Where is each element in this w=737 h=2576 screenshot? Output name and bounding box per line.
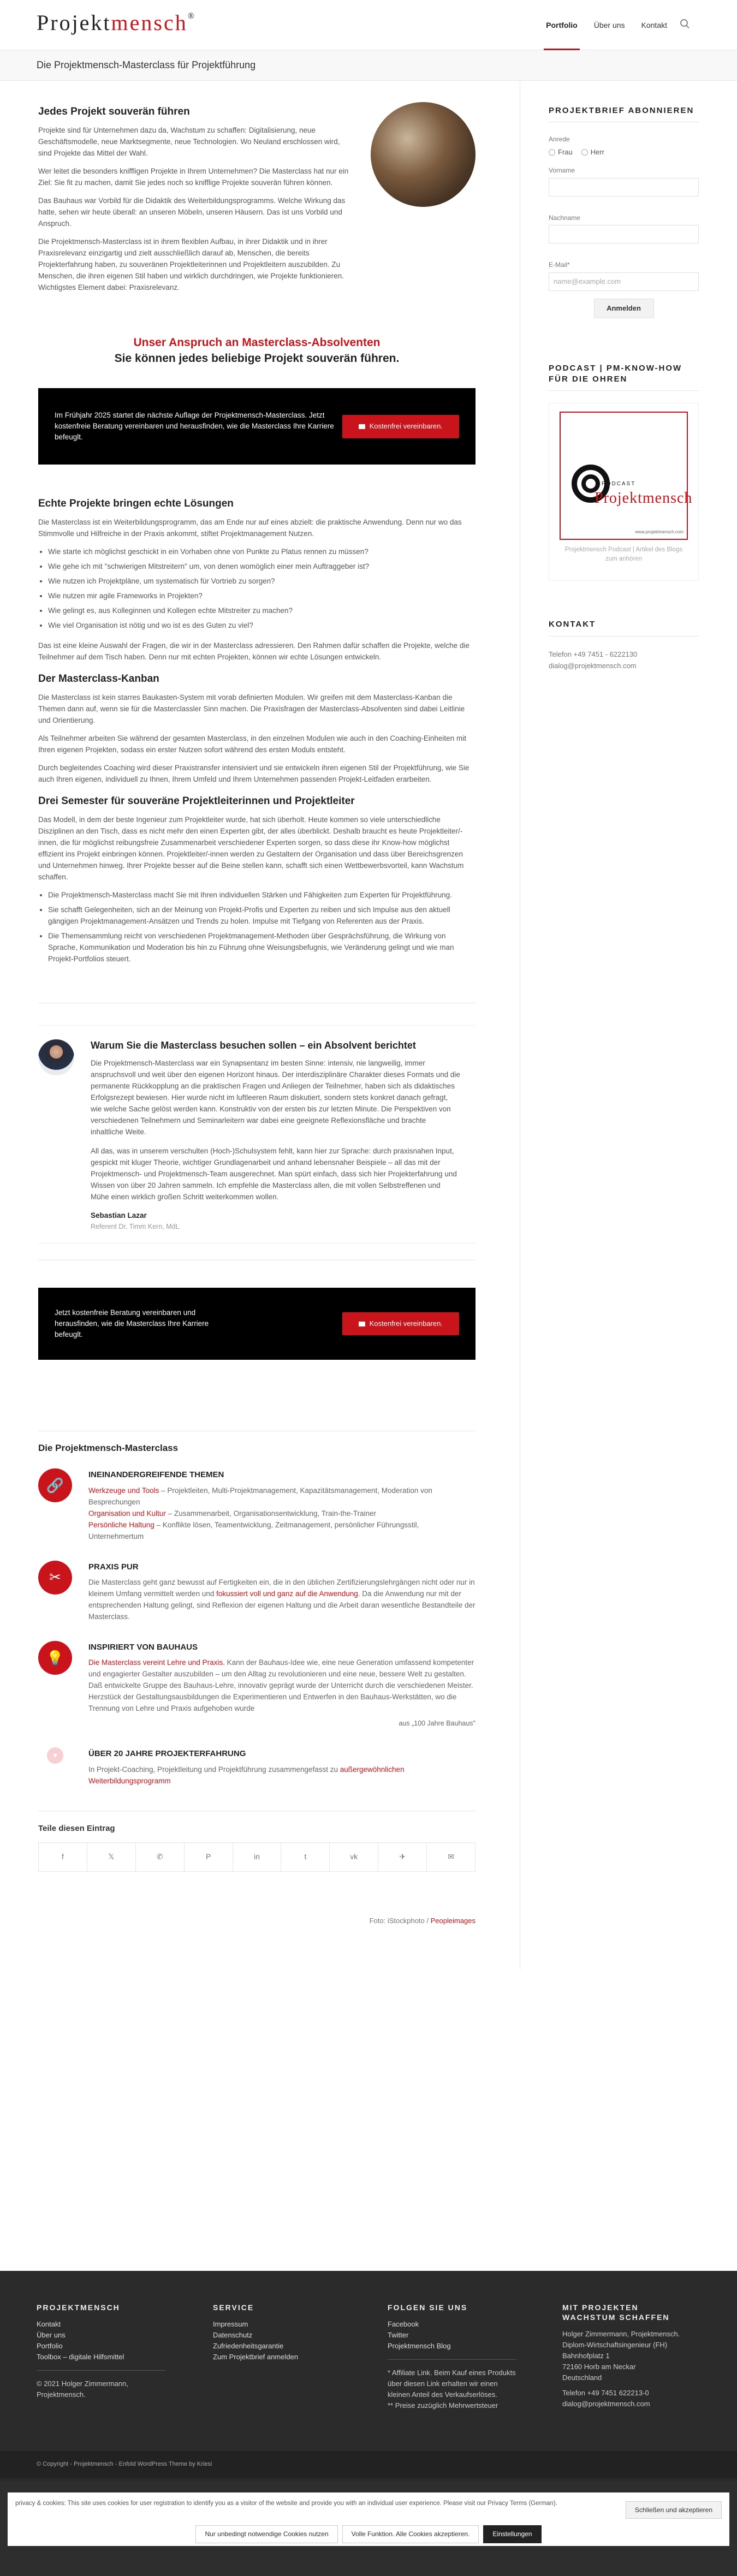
footer-link[interactable]: Portfolio [37, 2342, 63, 2351]
footer-address-line: Telefon +49 7451 622213-0 [562, 2389, 649, 2397]
footer-link[interactable]: Impressum [213, 2320, 248, 2329]
feature-highlight: Die Masterclass vereint Lehre und Praxis. [88, 1658, 225, 1667]
list-item: • Wie viel Organisation ist nötig und wo ist es des Guten zu viel? [48, 620, 476, 631]
footer-link[interactable]: Kontakt [37, 2320, 61, 2329]
share-bar [38, 1842, 476, 1872]
main-nav [530, 0, 689, 50]
content-wrap [0, 81, 737, 1970]
footer-heading: MIT PROJEKTEN WACHSTUM SCHAFFEN [562, 2303, 670, 2322]
cookie-text: privacy & cookies: This site uses cookies for user registration to identify you as a visitor of the website and provide you with an individual user experience. Please visit our Privacy Terms (German). [15, 2500, 557, 2507]
radio-circle-icon [581, 149, 588, 156]
widget-title: PROJEKTBRIEF ABONNIEREN [549, 105, 699, 122]
feature-experience [38, 1747, 476, 1786]
feature-practice [38, 1561, 476, 1622]
feature-title: INSPIRIERT VON BAUHAUS [88, 1642, 198, 1652]
quote-source: aus „100 Jahre Bauhaus" [399, 1720, 476, 1728]
feature-detail: In Projekt-Coaching, Projektleitung und Projektführung zusammengefasst zu [88, 1765, 340, 1774]
feature-text [88, 1576, 476, 1622]
feature-detail: – Konflikte lösen, Teamentwicklung, Zeitmanagement, persönlicher Führungsstil, Unternehmertum [88, 1520, 419, 1540]
newsletter-widget [549, 105, 699, 318]
feature-highlight: fokussiert voll und ganz auf die Anwendung [216, 1589, 358, 1598]
logo-mark: ® [187, 11, 196, 21]
site-header [0, 0, 737, 50]
radio-label: Frau [558, 147, 573, 156]
tumblr-share-icon[interactable]: t [281, 1843, 330, 1871]
podcast-cover-brand: Projektmensch [595, 490, 693, 507]
photo-credit-link[interactable]: Peopleimages [430, 1916, 476, 1925]
cookie-banner [0, 2482, 737, 2576]
field-label: Anrede [549, 135, 570, 144]
podcast-widget [549, 363, 699, 581]
testimonial [38, 1025, 476, 1244]
footer-copy: © 2021 Holger Zimmermann, Projektmensch. [37, 2379, 128, 2399]
feature-bauhaus [38, 1641, 476, 1729]
section-heading: Echte Projekte bringen echte Lösungen [38, 498, 234, 510]
intro-heading: Jedes Projekt souverän führen [38, 106, 190, 117]
site-logo[interactable] [37, 12, 196, 34]
salutation-radio-group [549, 147, 699, 158]
lightbulb-icon: 💡 [38, 1641, 72, 1675]
testimonial-paragraph: All das, was in unserem verschulten (Hoch-)Schulsystem fehlt, kann hier zur Sprache: durch praxisnahen Input, gespickt mit kluger Theorie, wichtiger Grundlagenarbeit und anhand lebensnaher Beispiele – all das mit der Projektmensch- und Projektmensch-Team ausgerechnet. Man spürt einfach, dass sich hier Projekterfahrung und Wissen von über 20 Jahren sammeln. Ich empfehle die Masterclass allen, die mit vollen Selbstreffenen und Mühe einen wirklich großen Schritt weiterkommen wollen. [91, 1146, 457, 1201]
testimonial-role: Referent Dr. Timm Kern, MdL [91, 1222, 180, 1230]
feature-text [88, 1485, 476, 1542]
main-content [0, 81, 520, 1970]
testimonial-name: Sebastian Lazar [91, 1211, 147, 1219]
paragraph: Das ist eine kleine Auswahl der Fragen, die wir in der Masterclass adressieren. Den Rahmen dafür schaffen die Projekte, welche die Teilnehmer auf dem Tisch haben. Denn nur mit echten Projekten, können wir echte Lösungen entwickeln. [38, 641, 469, 662]
cookie-settings-button[interactable]: Einstellungen [483, 2525, 541, 2543]
claim-line1: Unser Anspruch an Masterclass-Absolventen [133, 336, 381, 349]
intro-paragraph: Das Bauhaus war Vorbild für die Didaktik des Weiterbildungsprogramms. Welche Wirkung das hatte, sehen wir heute überall: an unseren Möbeln, unseren Häusern. Das ist uns Vorbild und Anspruch. [38, 196, 346, 228]
paragraph: Als Teilnehmer arbeiten Sie während der gesamten Masterclass, in den einzelnen Modulen wie auch in den Coaching-Einheiten mit Ihren eigenen Projekten, sodass ein erster Nutzen sofort während des ersten Moduls entsteht. [38, 734, 466, 754]
paragraph: Die Masterclass ist ein Weiterbildungsprogramm, das am Ende nur auf eines abzielt: die praktische Anwendung. Denn nur wo das Stimmvolle und Hilfreiche in der Praxis ankommt, stiftet Projektmanagement Nutzen. [38, 518, 462, 538]
feature-detail: – Zusammenarbeit, Organisationsentwicklung, Train-the-Trainer [165, 1509, 377, 1518]
section-heading: Der Masterclass-Kanban [38, 673, 159, 685]
footer-link[interactable]: Über uns [37, 2331, 66, 2340]
feature-text [88, 1657, 476, 1714]
cta-box [38, 388, 476, 465]
widget-title: PODCAST | PM-KNOW-HOW FÜR DIE OHREN [549, 363, 699, 391]
claim-line2: Sie können jedes beliebige Projekt souverän führen. [114, 352, 400, 365]
nav-item-portfolio[interactable]: Portfolio [546, 0, 578, 50]
consultation-button-label: Kostenfrei vereinbaren. [369, 1319, 443, 1328]
photo-credit [38, 1915, 476, 1926]
field-label: E-Mail* [549, 261, 570, 269]
list-item: • Die Projektmensch-Masterclass macht Sie mit Ihren individuellen Stärken und Fähigkeiten zum Experten für Projektführung. [48, 889, 476, 901]
podcast-card[interactable] [549, 403, 699, 581]
footer-address-line: Holger Zimmermann, Projektmensch. [562, 2330, 680, 2339]
list-item: • Wie gehe ich mit "schwierigen Mitstreitern" um, von denen womöglich einer mein Auftraggeber ist? [48, 561, 476, 572]
testimonial-heading: Warum Sie die Masterclass besuchen sollen – ein Absolvent berichtet [91, 1039, 416, 1051]
feature-title: ÜBER 20 JAHRE PROJEKTERFAHRUNG [88, 1749, 246, 1759]
pinterest-share-icon[interactable]: P [185, 1843, 233, 1871]
telegram-share-icon[interactable]: ✈ [378, 1843, 427, 1871]
copyright-bar: © Copyright - Projektmensch - Enfold WordPress Theme by Kriesi [0, 2451, 737, 2478]
cookie-essential-button[interactable]: Nur unbedingt notwendige Cookies nutzen [195, 2525, 337, 2543]
testimonial-paragraph: Die Projektmensch-Masterclass war ein Synapsentanz im besten Sinne: intensiv, nie langweilig, immer anspruchsvoll und weit über den eigenen Horizont hinaus. Der interdisziplinäre Charakter dieses Formats und die permanente Rückkopplung an die praktischen Fragen und Anliegen der Teilnehmer, haben sich als didaktisches Erfolgsrezept bewiesen. Hier wurde nicht im luftleeren Raum diskutiert, sondern stets konkret danach gefragt, wie welche Sache gelöst werden kann. Konstruktiv von der ersten bis zur letzten Minute. Die Perspektiven von verschiedenen Teilnehmern und Seminarleitern war dabei eine geeignete Reflexionsfläche und brachte inhaltliche Weite. [91, 1058, 460, 1136]
logo-part1: Projekt [37, 10, 111, 35]
x-share-icon[interactable]: 𝕏 [87, 1843, 136, 1871]
footer-email[interactable]: dialog@projektmensch.com [562, 2400, 650, 2408]
footer-link[interactable]: Datenschutz [213, 2331, 253, 2340]
radio-herr[interactable] [581, 147, 604, 158]
feature-link[interactable]: Organisation und Kultur [88, 1509, 166, 1518]
footer-column [213, 2303, 344, 2363]
facebook-share-icon[interactable]: f [39, 1843, 87, 1871]
cookie-options [8, 2525, 729, 2543]
cookie-panel [8, 2492, 729, 2546]
feature-title: INEINANDERGREIFENDE THEMEN [88, 1470, 224, 1480]
footer-address-line: Deutschland [562, 2373, 602, 2382]
cookie-accept-button[interactable]: Schließen und akzeptieren [626, 2501, 722, 2519]
paragraph: Durch begleitendes Coaching wird dieser Praxistransfer intensiviert und sie entwickeln ihren eigenen Stil der Projektführung, wie Sie auch Ihren eigenen, individuell zu Ihnen, Ihrem Umfeld und Ihrem Unternehmen passenden Projekt-Leitfaden erarbeiten. [38, 763, 469, 783]
heart-icon: ♥ [47, 1747, 63, 1764]
intro-paragraph: Die Projektmensch-Masterclass ist in ihrem flexiblen Aufbau, in ihrer Didaktik und in ihrer Praxisrelevanz einzigartig und zielt ausschließlich darauf ab, Menschen, die bereits Projekterfahrung haben, zu souveränen Projektleiterinnen und Projektleitern auszubilden. Zu Menschen, die ihren eigenen Stil haben und wirklich durchdringen, wie Projekte funktionieren. Wichtigstes Element dabei: Praxisrelevanz. [38, 237, 344, 291]
feature-title: PRAXIS PUR [88, 1562, 139, 1572]
claim [38, 335, 476, 367]
footer-note: * Affiliate Link. Beim Kauf eines Produkts über diesen Link erhalten wir einen kleinen Anteil des Verkaufserlöses. [388, 2369, 516, 2399]
intro-photo [371, 102, 476, 207]
logo-part2: mensch [111, 10, 188, 35]
radio-label: Herr [590, 147, 605, 156]
cookie-accept-all-button[interactable]: Volle Funktion. Alle Cookies akzeptieren. [342, 2525, 479, 2543]
footer-link[interactable]: Zufriedenheitsgarantie [213, 2342, 284, 2351]
list-item: • Wie nutzen ich Projektpläne, um systematisch für Vortrieb zu sorgen? [48, 575, 476, 587]
feature-themes [38, 1468, 476, 1542]
photo-credit-label: Foto: iStockphoto / [369, 1916, 431, 1925]
cta-text: Im Frühjahr 2025 startet die nächste Auflage der Projektmensch-Masterclass. Jetzt kostenfreie Beratung vereinbaren und herausfinden, wie die Masterclass Ihre Karriere befeuglt. [55, 411, 334, 442]
nav-item-ueber-uns[interactable]: Über uns [593, 21, 625, 29]
paragraph: Das Modell, in dem der beste Ingenieur zum Projektleiter wurde, hat sich überholt. Heute kommen so viele unterschiedliche Disziplinen an den Tisch, dass es nicht mehr den einen Experten gibt, der alles überblickt. Deshalb braucht es heute Projektleiter/-innen, die für möglichst reibungsfreie Zusammenarbeit verschiedener Experten sorgen, so dass diese ihr Know-how möglichst effizient ins Projekt einbringen können. Projektleiter/-innen werden zu Gestaltern der Organisation und dass über Bereichsgrenzen und Unternehmen hinweg. Ihrer Projekte besser auf die Beine stellen kann, schafft sich einen Wettbewerbsvorteil, kann Wachstum schaffen. [38, 815, 464, 881]
field-label: Vorname [549, 166, 575, 174]
divider [388, 2359, 516, 2360]
section-heading: Drei Semester für souveräne Projektleiterinnen und Projektleiter [38, 795, 355, 807]
divider [37, 2370, 165, 2371]
feature-detail: . Da die Anwendung nur mit der entsprechenden Haltung gelingt, sind Reflexion der eigenen Haltung und die Arbeit daran wesentliche Bestandteile der Masterclass. [88, 1589, 476, 1621]
envelope-icon [359, 424, 365, 429]
footer-heading: SERVICE [213, 2303, 254, 2312]
footer-address-line: Diplom-Wirtschaftsingenieur (FH) [562, 2341, 668, 2349]
footer-heading: PROJEKTMENSCH [37, 2303, 120, 2312]
list-item: • Sie schafft Gelegenheiten, sich an der Meinung von Projekt-Profis und Experten zu reiben und sich Impulse aus den aktuell gängigen Projektmanagement-Ansätzen und Trends zu holen. Impulse mit Tiefgang von Referenten aus der Praxis. [48, 904, 476, 927]
intro-paragraph: Wer leitet die besonders kniffligen Projekte in Ihrem Unternehmen? Die Masterclass hat nur ein Ziel: Sie fit zu machen, damit Sie jedes noch so knifflige Projekte souverän führen können. [38, 166, 349, 187]
page-title: Die Projektmensch-Masterclass für Projektführung [0, 50, 737, 81]
widget-title: KONTAKT [549, 619, 699, 636]
cta-text: Jetzt kostenfreie Beratung vereinbaren und herausfinden, wie die Masterclass Ihre Karriere befeuglt. [55, 1308, 209, 1339]
tools-icon: ✂ [38, 1561, 72, 1595]
avatar [38, 1039, 74, 1075]
link-icon: 🔗 [38, 1468, 72, 1502]
footer-link[interactable]: Toolbox – digitale Hilfsmittel [37, 2353, 124, 2361]
benefit-list [48, 889, 476, 965]
nav-item-kontakt[interactable]: Kontakt [641, 21, 667, 29]
intro-section [38, 105, 476, 300]
search-icon[interactable] [680, 19, 689, 28]
consultation-button[interactable] [342, 1312, 459, 1335]
feature-link[interactable]: Werkzeuge und Tools [88, 1486, 159, 1495]
cta-box [38, 1288, 476, 1360]
footer-address-line: 72160 Horb am Neckar [562, 2363, 636, 2371]
vk-share-icon[interactable]: vk [330, 1843, 378, 1871]
feature-highlight: außergewöhnlichen Weiterbildungsprogramm [88, 1765, 405, 1785]
feature-detail: Kann der Bauhaus-Idee wie, eine neue Generation umfassend kompetenter und engagierter Gestalter auszubilden – um den Alltag zu revolutionieren und eine neue, bessere Welt zu gestalten. Daß entwickelte Gruppe des Bauhaus-Lehre, innovativ geprägt wurde der Unterricht durch die verschiedenen Meister. Herzstück der Gestaltungsausbildungen die Experimentieren und Entwerfen in den Bauhaus-Werkstätten, wo die Trennung von Lehre und Praxis aufgehoben wurde [88, 1658, 474, 1713]
footer-heading: FOLGEN SIE UNS [388, 2303, 468, 2312]
field-label: Nachname [549, 213, 581, 222]
footer-note: ** Preise zuzüglich Mehrwertsteuer [388, 2401, 498, 2410]
email-field[interactable]: name@example.com [549, 272, 699, 291]
feature-text [88, 1764, 476, 1787]
contact-email[interactable]: dialog@projektmensch.com [549, 661, 637, 670]
podcast-cover-url: www.projektmensch.com [635, 529, 683, 534]
sidebar [520, 81, 737, 693]
footer-column [562, 2303, 693, 2410]
question-list [48, 546, 476, 631]
footer-column [388, 2303, 519, 2411]
podcast-cover-label: PODCAST [602, 481, 636, 487]
consultation-button[interactable] [342, 415, 459, 438]
envelope-icon [359, 1322, 365, 1326]
subscribe-button[interactable]: Anmelden [594, 299, 654, 318]
whatsapp-share-icon[interactable]: ✆ [136, 1843, 185, 1871]
footer-column [37, 2303, 168, 2400]
first-name-field[interactable] [549, 178, 699, 197]
radio-circle-icon [549, 149, 555, 156]
linkedin-share-icon[interactable]: in [233, 1843, 282, 1871]
share-heading: Teile diesen Eintrag [38, 1823, 115, 1833]
list-item: • Die Themensammlung reicht von verschiedenen Projektmanagement-Methoden über Gesprächsführung, die Wirkung von Sprache, Kommunikation und Moderation bis hin zu Führung ohne Weisungsbefugnis, wie Veränderung gelingt und wie man Projekt-Portfolios steuert. [48, 930, 476, 965]
contact-phone: Telefon +49 7451 - 6222130 [549, 650, 638, 658]
paragraph: Die Masterclass ist kein starres Baukasten-System mit vorab definierten Modulen. Wir greifen mit dem Masterclass-Kanban die Themen dann auf, wenn sie für die Masterclassler Sinn machen. Die Praxisfragen der Masterclass-Absolventen sind dabei Leitlinie und Orientierung. [38, 693, 465, 724]
feature-detail: – Projektleiten, Multi-Projektmanagement, Kapazitätsmanagement, Moderation von Besprechungen [88, 1486, 432, 1506]
contact-widget [549, 619, 699, 671]
list-item: • Wie nutzen mir agile Frameworks in Projekten? [48, 590, 476, 602]
consultation-button-label: Kostenfrei vereinbaren. [369, 422, 443, 431]
list-item: • Wie starte ich möglichst geschickt in ein Vorhaben ohne von Punkte zu Platus rennen zu müssen? [48, 546, 476, 557]
radio-frau[interactable] [549, 147, 573, 158]
section-heading: Die Projektmensch-Masterclass [38, 1443, 179, 1454]
feature-detail: Die Masterclass geht ganz bewusst auf Fertigkeiten ein, die in den üblichen Zertifizierungslehrgängen nicht oder nur in kleinem Umfang vermittelt werden und [88, 1578, 475, 1598]
footer-link[interactable]: Zum Projektbrief anmelden [213, 2353, 299, 2361]
podcast-caption: Projektmensch Podcast | Artikel des Blogs zum anhören [564, 546, 683, 563]
feature-link[interactable]: Persönliche Haltung [88, 1520, 154, 1529]
footer-address-line: Bahnhofplatz 1 [562, 2352, 610, 2360]
footer-link[interactable]: Facebook [388, 2320, 419, 2329]
footer-link[interactable]: Twitter [388, 2331, 409, 2340]
intro-paragraph: Projekte sind für Unternehmen dazu da, Wachstum zu schaffen: Digitalisierung, neue Geschäftsmodelle, neue Marktsegmente, neue Technologien. Wo Neuland erschlossen wird, sind Projekte das Mittel der Wahl. [38, 126, 340, 157]
list-item: • Wie gelingt es, aus Kolleginnen und Kollegen echte Mitstreiter zu machen? [48, 605, 476, 616]
last-name-field[interactable] [549, 225, 699, 243]
mail-share-icon[interactable]: ✉ [448, 1852, 454, 1861]
podcast-cover [560, 412, 693, 540]
footer-link[interactable]: Projektmensch Blog [388, 2342, 451, 2351]
